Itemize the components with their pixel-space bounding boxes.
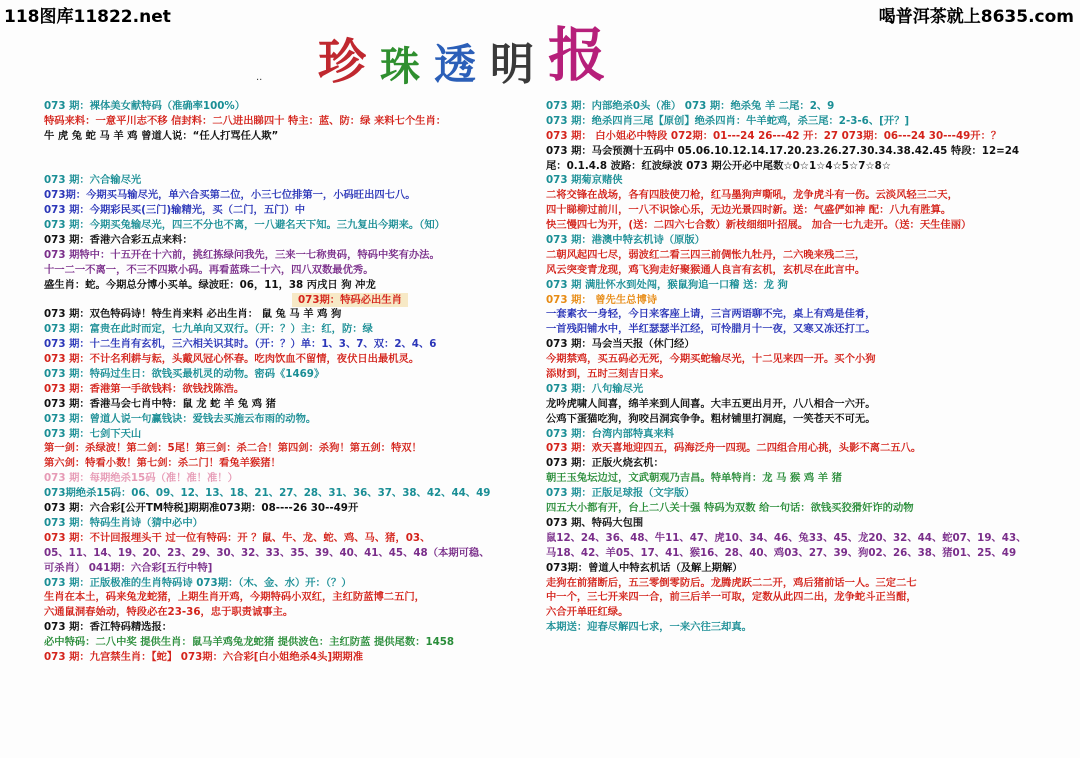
right-line: 四十睇柳过前川，一八不识馀心乐，无边光景四时新。送：气盛俨如神 配：八九有胜算。 [546,204,952,217]
right-line: 添财到，五时三刻吉日来。 [546,368,670,381]
left-line: 六通鼠洞春始动，特段必在23-36，忠于职责诚事主。 [44,606,294,619]
left-line: 073 期：香港第一手欲钱料：欲钱找陈浩。 [44,382,245,395]
right-line: 一套素衣一身轻，今日来客座上请，三言两语聊不完，桌上有鸡是佳肴， [546,308,876,321]
right-line: 073 期： 白小姐必中特段 072期：01---24 26---42 开：27 073期：06---24 30---49开：？ [546,129,1002,142]
right-line: 073 期、特码大包围 [546,516,644,529]
right-line: 四五大小都有开，台上二八关十强 特码为双数 给一句话：欲钱买狡猾奸诈的动物 [546,502,914,515]
right-line: 公鸡下蛋猫吃狗，狗咬吕洞宾争争。粗材铺里打洞庭，一笑苍天不可无。 [546,412,876,425]
left-line: 生肖在本土，码来兔龙蛇猪，上期生肖开鸡，今期特码小双红，主红防蓝博二五门， [44,591,425,604]
site-watermark-right[interactable]: 喝普洱茶就上8635.com [878,7,1074,27]
right-line: 六合开单旺红绿。 [546,606,629,619]
left-line: 073 期：七剑下天山 [44,427,142,440]
left-line [44,159,500,174]
right-line: 今期禁鸡，买五码必无死，今期买蛇输尽光，十二见来四一开。买个小狗 [546,353,876,366]
left-line: 必中特码：二八中奖 提供生肖：鼠马羊鸡兔龙蛇猪 提供波色：主红防蓝 提供尾数：1458 [44,636,455,649]
left-line: 可杀肖） 041期：六合彩[五行中特] [44,561,213,574]
right-line: 073 期：马会预测十五码中 05.06.10.12.14.17.20.23.26.27.30.34.38.42.45 特段：12=24 [546,144,1020,157]
left-line: 十一二一不离一，不三不四欺小码。再看蓝珠二十六，四八双数最优秀。 [44,263,374,276]
left-line: 073 期：特码过生日：欲钱买最机灵的动物。密码《1469》 [44,368,325,381]
left-line [44,144,500,159]
right-line: 二将交锋在战场，各有四肢使刀枪，红马墨狗声嘶吼，龙争虎斗有一伤。云淡风轻三二天， [546,189,958,202]
right-line: 一首残阳铺水中，半红瑟瑟半江经，可怜腊月十一夜，又寒又冻还打工。 [546,323,876,336]
right-line: 073期：曾道人中特玄机话（及解上期解） [546,561,743,574]
right-line: 073 期：绝杀四肖三尾【原创】绝杀四肖：牛羊蛇鸡，杀三尾：2-3-6、[开？] [546,114,910,127]
title-char-2: 透 [434,40,477,89]
left-line: 073期：今期买马输尽光，单六合买第二位，小三七位排第一，小码旺出四七八。 [44,189,416,202]
right-line: 073 期：港澳中特玄机诗（原版） [546,234,705,247]
left-line: 073 期：特码生肖诗（猜中必中） [44,516,203,529]
left-line: 第六剑：特看小数！第七剑：杀二门！看兔羊猴猪！ [44,457,281,470]
right-line: 073 期：台湾内部特真来料 [546,427,675,440]
highlight-label: 073期：特码必出生肖 [292,293,408,308]
right-line: 073 期：八句输尽光 [546,382,644,395]
right-line: 073 期 满肚怀水到处闯，猴鼠狗追一口稽 送：龙 狗 [546,278,788,291]
left-line: 第一剑：杀绿波！第二剑：5尾！第三剑：杀二合！第四剑：杀狗！第五剑：特双！ [44,442,422,455]
right-line: 风云突变青龙现，鸡飞狗走好聚猴通人良言有玄机，玄机尽在此言中。 [546,263,866,276]
left-line: 073 期：香港六合彩五点来料： [44,234,193,247]
left-line [44,293,500,308]
left-line: 073 期：九宫禁生肖：【蛇】 073期：六合彩[白小姐绝杀4头]期期准 [44,650,364,663]
right-line: 龙吟虎啸人间喜，绵羊来到人间喜。大丰五更出月开，八八相合一六开。 [546,397,876,410]
left-line: 073 期：六合输尽光 [44,174,142,187]
dots-mark: .. [256,72,263,83]
left-line: 073期绝杀15码：06、09、12、13、18、21、27、28、31、36、37、38、42、44、49 [44,487,491,500]
left-line: 073 期特中：十五开在十六前，挑红拣绿问我先，三来一七称贵码，特码中奖有办法。 [44,248,440,261]
left-column [44,99,500,665]
left-line: 073 期：每期绝杀15码（准！准！准！） [44,472,238,485]
right-line: 073 期：正版足球报（文字版） [546,487,695,500]
left-line: 05、11、14、19、20、23、29、30、32、33、35、39、40、41、45、48（本期可稳、 [44,546,490,559]
left-line: 073 期：富贵在此时而定，七九单向又双行。（开：？）主：红，防：绿 [44,323,373,336]
title-char-0: 珍 [318,34,367,90]
left-line: 073 期：正版极准的生肖特码诗 073期：（木、金、水）开：（？） [44,576,352,589]
left-line: 073 期：六合彩[公开TM特税]期期准073期：08----26 30--49开 [44,502,359,515]
left-line: 073 期：今期买兔输尽光，四三不分也不离，一八避名天下知。三九复出今期来。（知） [44,219,445,232]
left-line: 牛 虎 兔 蛇 马 羊 鸡 曾道人说：“任人打骂任人欺” [44,129,279,142]
right-line: 二朝风起四七尽，弱波红二看三四三前倜怅九牡丹，二六晚来残二三， [546,248,866,261]
right-line: 朝王玉兔坛边过，文武朝观乃吉昌。特单特肖：龙 马 猴 鸡 羊 猪 [546,472,842,485]
left-line: 073 期：香港马会七肖中特：鼠 龙 蛇 羊 兔 鸡 猪 [44,397,276,410]
right-line: 073 期：正版火烧玄机： [546,457,664,470]
left-line: 073 期：十二生肖有玄机，三六相关识其时。（开：？）单：1、3、7、双：2、4、6 [44,338,437,351]
right-line: 马18、42、羊05、17、41、猴16、28、40、鸡03、27、39、狗02、26、38、猪01、25、49 [546,546,1017,559]
right-line: 尾：0.1.4.8 波路：红波绿波 073 期公开必中尾数☆0☆1☆4☆5☆7☆8☆ [546,159,891,172]
right-line: 073 期菊京赌侠 [546,174,623,187]
right-line: 快三慢四七为开，(送：二四六七合数）新枝细细叶招展。 加合一七九走开。（送：天生佳丽） [546,219,972,232]
title-char-3: 明 [490,39,535,90]
left-line: 073 期：不计名利耕与耘，头戴风冠心怀春。吃肉饮血不留情，夜伏日出最机灵。 [44,353,420,366]
left-line: 盛生肖：蛇。今期总分博小买单。绿波旺：06，11，38 丙戌日 狗 冲龙 [44,278,376,291]
right-column [546,99,1042,635]
right-line: 本期送：迎春尽解四七求，一来六往三却真。 [546,621,752,634]
left-line: 073 期：今期彩民买(三门)输精光，买（二门，五门）中 [44,204,306,217]
left-line: 073 期：曾道人说一句赢钱诀：爱钱去买施云布雨的动物。 [44,412,317,425]
left-line: 073 期：双色特码诗！特生肖来料 必出生肖： 鼠 兔 马 羊 鸡 狗 [44,308,342,321]
site-watermark-left[interactable]: 118图库11822.net [4,7,171,27]
title-char-1: 珠 [380,43,421,90]
right-line: 073 期：欢天喜地迎四五，码海泛舟一四现。二四组合用心挑，头影不离二五八。 [546,442,922,455]
page-title [318,22,698,92]
left-line: 073 期：裸体美女献特码（准确率100%） [44,100,246,112]
left-line: 特码来料：一意平川志不移 信封料：二八进出睇四十 特主：蓝、防：绿 来料七个生肖： [44,114,447,127]
right-line: 走狗在前猪断后，五三零倒零防后。龙腾虎跃二二开，鸡后猪前话一人。三定二七 [546,576,917,589]
title-char-4: 报 [548,21,607,89]
left-line: 073 期：香江特码精选报： [44,621,173,634]
right-line: 073 期：马会当天报（休门经） [546,338,695,351]
right-line: 鼠12、24、36、48、牛11、47、虎10、34、46、兔33、45、龙20、32、44、蛇07、19、43、 [546,531,1027,544]
left-line: 073 期：不计回报埋头干 过一位有特码：开 ？鼠、牛、龙、蛇、鸡、马、猪，03、 [44,531,431,544]
right-line: 073 期：内部绝杀0头（准） 073 期：绝杀兔 羊 二尾：2、9 [546,100,835,112]
right-line: 中一个，三七开来四一合，前三后羊一可取，定数从此四二出，龙争蛇斗正当酣， [546,591,917,604]
right-line: 073 期： 曾先生总博诗 [546,293,658,306]
